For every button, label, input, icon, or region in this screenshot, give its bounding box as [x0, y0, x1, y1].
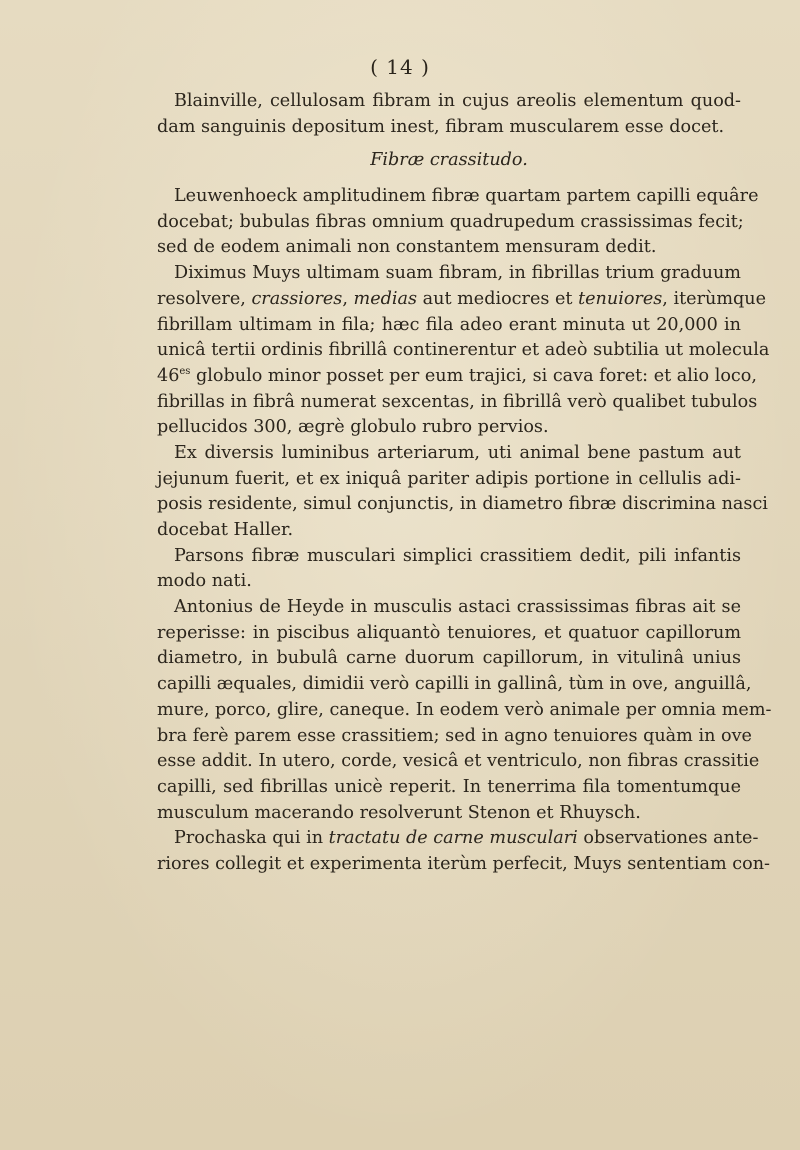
section-heading: Fibræ crassitudo. [370, 150, 528, 171]
text-line: fibrillas in fibrâ numerat sexcentas, in fibrillâ verò qualibet tubulos [157, 391, 758, 412]
text-line: unicâ tertii ordinis fibrillâ continerentur et adeò subtilia ut molecula [157, 340, 770, 361]
text-line: esse addit. In utero, corde, vesicâ et ventriculo, non fibras crassitie [157, 751, 760, 772]
italic-term: medias [353, 288, 418, 309]
text-line: diametro, in bubulâ carne duorum capillorum, in vitulinâ unius [157, 648, 741, 669]
page-number: ( 14 ) [370, 55, 430, 79]
text-line: posis residente, simul conjunctis, in diametro fibræ discrimina nasci [157, 494, 768, 515]
italic-term: tenuiores [578, 288, 663, 309]
paragraph-parsons [157, 544, 741, 595]
paragraph-de-heyde [157, 595, 772, 826]
text-line: Leuwenhoeck amplitudinem fibræ quartam partem capilli equâre [174, 186, 759, 207]
italic-title: tractatu de carne musculari [328, 828, 578, 849]
text-run: , [342, 288, 354, 309]
main-text [157, 89, 772, 878]
text-run: observationes ante- [577, 828, 759, 849]
ordinal-number: 46 [157, 365, 180, 386]
text-run: , iterùmque [662, 288, 767, 309]
paragraph-leuwenhoeck [157, 184, 759, 261]
paragraph-muys [157, 261, 770, 441]
text-line: capilli æquales, dimidii verò capilli in gallinâ, tùm in ove, anguillâ, [157, 674, 752, 695]
paragraph-prochaska [157, 826, 770, 877]
text-line: capilli, sed fibrillas unicè reperit. In tenerrima fila tomentumque [157, 776, 741, 797]
text-line [157, 287, 767, 313]
text-line: Ex diversis luminibus arteriarum, uti animal bene pastum aut [174, 442, 741, 463]
italic-term: crassiores [251, 288, 343, 309]
text-line: docebat; bubulas fibras omnium quadrupedum crassissimas fecit; [157, 211, 744, 232]
text-line: reperisse: in piscibus aliquantò tenuiores, et quatuor capillorum [157, 622, 741, 643]
text-line: musculum macerando resolverunt Stenon et Rhuysch. [157, 802, 641, 823]
text-line: docebat Haller. [157, 520, 294, 540]
text-run: aut mediocres et [417, 288, 579, 309]
text-run: resolvere, [157, 288, 252, 309]
text-run: Prochaska qui in [174, 828, 329, 849]
paragraph-haller [157, 441, 768, 544]
text-line: bra ferè parem esse crassitiem; sed in agno tenuiores quàm in ove [157, 725, 752, 746]
text-line: dam sanguinis depositum inest, fibram muscularem esse docet. [157, 116, 725, 137]
text-line: riores collegit et experimenta iterùm perfecit, Muys sententiam con- [157, 853, 770, 874]
text-line: sed de eodem animali non constantem mensuram dedit. [157, 237, 657, 258]
text-line: pellucidos 300, ægrè globulo rubro pervios. [157, 417, 549, 438]
paragraph-blainville [157, 89, 741, 140]
text-line: Parsons fibræ musculari simplici crassitiem dedit, pili infantis [174, 545, 741, 566]
text-line: jejunum fuerit, et ex iniquâ pariter adipis portione in cellulis adi- [157, 468, 741, 489]
ordinal-suffix: es [179, 366, 191, 378]
text-line [157, 826, 759, 852]
text-line: mure, porco, glire, caneque. In eodem verò animale per omnia mem- [157, 699, 772, 720]
text-line: Blainville, cellulosam fibram in cujus areolis elementum quod- [174, 91, 741, 111]
text-line: modo nati. [157, 571, 252, 592]
text-line: fibrillam ultimam in fila; hæc fila adeo erant minuta ut 20,000 in [157, 314, 741, 335]
text-line [157, 364, 757, 390]
text-line: Diximus Muys ultimam suam fibram, in fibrillas trium graduum [174, 263, 741, 284]
text-run: globulo minor posset per eum trajici, si cava foret: et alio loco, [190, 365, 757, 386]
text-line: Antonius de Heyde in musculis astaci crassissimas fibras ait se [174, 597, 741, 618]
